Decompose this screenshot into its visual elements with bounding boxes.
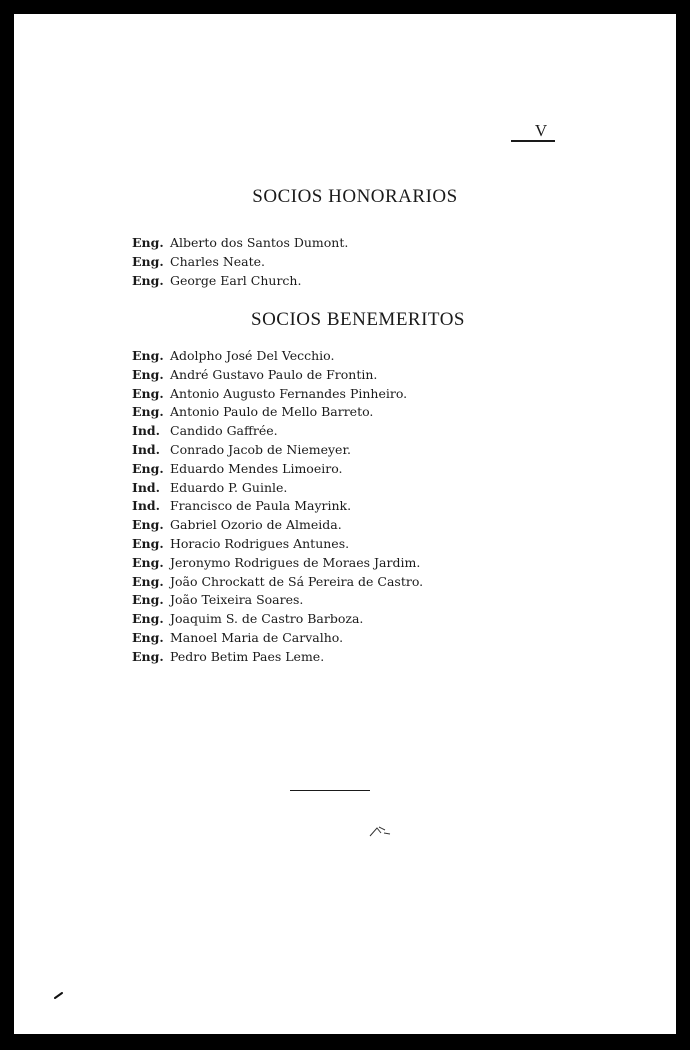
member-name: Eduardo P. Guinle. [170, 479, 288, 495]
member-title: Eng. [132, 273, 164, 288]
list-item [132, 441, 423, 460]
list-item [132, 610, 423, 629]
member-title: Eng. [132, 592, 164, 608]
ink-speck-icon [54, 990, 64, 1000]
member-title: Eng. [132, 573, 164, 589]
member-title: Eng. [132, 554, 164, 570]
list-item [132, 535, 423, 554]
honorarios-heading: SOCIOS HONORARIOS [252, 186, 458, 207]
list-item [132, 252, 348, 271]
member-name: João Chrockatt de Sá Pereira de Castro. [170, 573, 424, 589]
member-name: Jeronymo Rodrigues de Moraes Jardim. [170, 554, 421, 570]
member-title: Eng. [132, 629, 164, 645]
member-title: Eng. [132, 254, 164, 269]
list-item [132, 497, 423, 516]
member-name: João Teixeira Soares. [170, 592, 304, 608]
list-item [132, 271, 348, 290]
member-name: Manoel Maria de Carvalho. [170, 629, 344, 645]
list-item [132, 366, 423, 385]
member-title: Eng. [132, 404, 164, 420]
ornament-mark-icon [368, 824, 392, 838]
list-item [132, 479, 423, 498]
section-end-rule [290, 790, 370, 791]
list-item [132, 233, 348, 252]
member-name: Charles Neate. [170, 254, 266, 269]
member-title: Eng. [132, 348, 164, 363]
list-item [132, 347, 423, 366]
list-item [132, 403, 423, 422]
document-page [14, 14, 676, 1034]
page-number-underline [511, 140, 555, 142]
member-title: Eng. [132, 535, 164, 551]
member-name: Alberto dos Santos Dumont. [170, 235, 349, 250]
member-name: Horacio Rodrigues Antunes. [170, 535, 350, 551]
member-name: André Gustavo Paulo de Frontin. [170, 366, 378, 382]
list-item [132, 422, 423, 441]
member-name: Pedro Betim Paes Leme. [170, 648, 325, 664]
member-title: Eng. [132, 648, 164, 664]
member-name: Antonio Augusto Fernandes Pinheiro. [170, 385, 408, 401]
list-item [132, 648, 423, 667]
member-name: Antonio Paulo de Mello Barreto. [170, 404, 374, 420]
list-item [132, 460, 423, 479]
member-name: George Earl Church. [170, 273, 302, 288]
honorarios-list [132, 233, 348, 290]
list-item [132, 591, 423, 610]
member-name: Conrado Jacob de Niemeyer. [170, 441, 352, 457]
member-name: Joaquim S. de Castro Barboza. [170, 611, 364, 627]
member-title: Ind. [132, 441, 161, 457]
list-item [132, 516, 423, 535]
benemeritos-list [132, 347, 423, 667]
member-title: Eng. [132, 611, 164, 627]
member-title: Ind. [132, 479, 161, 495]
member-title: Ind. [132, 498, 161, 514]
member-title: Eng. [132, 460, 164, 476]
member-name: Adolpho José Del Vecchio. [170, 348, 335, 363]
member-title: Eng. [132, 235, 164, 250]
member-title: Ind. [132, 423, 161, 439]
member-name: Candido Gaffrée. [170, 423, 278, 439]
member-title: Eng. [132, 517, 164, 533]
member-name: Francisco de Paula Mayrink. [170, 498, 352, 514]
member-title: Eng. [132, 385, 164, 401]
benemeritos-heading: SOCIOS BENEMERITOS [251, 309, 465, 330]
list-item [132, 629, 423, 648]
member-name: Eduardo Mendes Limoeiro. [170, 460, 343, 476]
member-title: Eng. [132, 366, 164, 382]
list-item [132, 554, 423, 573]
member-name: Gabriel Ozorio de Almeida. [170, 517, 342, 533]
page-number: V [534, 121, 548, 140]
list-item [132, 385, 423, 404]
list-item [132, 573, 423, 592]
